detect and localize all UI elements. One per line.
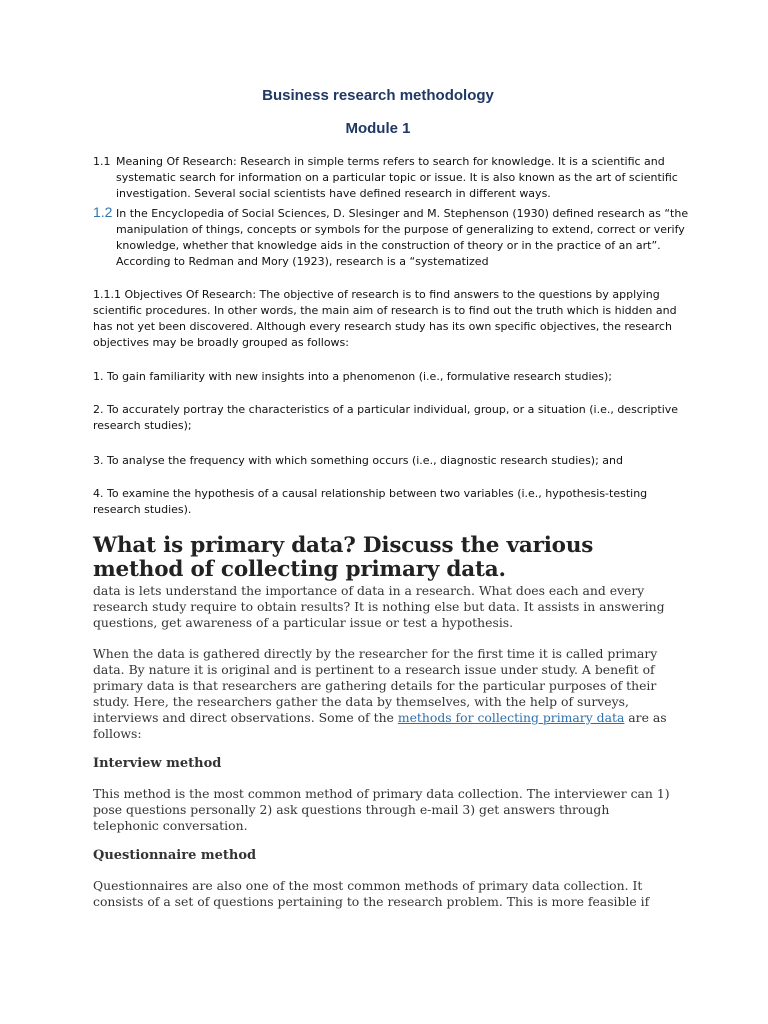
section-1-1: [93, 154, 706, 202]
section-1-1-1: 1.1.1 Objectives Of Research: The objective of research is to find answers to the questions by applying scientific procedures. In other words, the main aim of research is to find out the truth which is hidden and has not yet been discovered. Although every research study has its own specific objectives, the research objectives may be broadly grouped as follows:: [93, 288, 677, 349]
document-title: Business research methodology: [262, 87, 494, 104]
module-title: Module 1: [345, 120, 411, 137]
section-number: 1.1: [93, 155, 111, 168]
section-1-2: [93, 204, 706, 270]
section-text: Meaning Of Research: Research in simple terms refers to search for knowledge. It is a scientific and systematic search for information on a particular topic or issue. It is also known as the art of scientific investigation. Several social scientists have defined research in different ways.: [116, 155, 678, 200]
objective-item: 1. To gain familiarity with new insights into a phenomenon (i.e., formulative research studies);: [93, 370, 613, 383]
methods-link[interactable]: methods for collecting primary data: [397, 710, 625, 725]
questionnaire-method-text: Questionnaires are also one of the most common methods of primary data collection. It consists of a set of questions pertaining to the research problem. This is more feasible if: [93, 878, 650, 909]
primary-data-paragraph: [93, 646, 677, 742]
paragraph-text: When the data is gathered directly by the researcher for the first time it is called primary data. By nature it is original and is pertinent to a research issue under study. A benefit of primary data is that researchers are gathering details for the particular purposes of their study. Here, the researchers gather the data by themselves, with the help of surveys, interviews and direct observations. Some of the: [93, 646, 658, 725]
interview-method-heading: Interview method: [93, 756, 222, 771]
paragraph-text: are as follows:: [93, 710, 667, 741]
primary-data-intro: data is lets understand the importance of data in a research. What does each and every research study require to obtain results? It is nothing else but data. It assists in answering questions, get awareness of a particular issue or test a hypothesis.: [93, 583, 665, 630]
objective-item: 4. To examine the hypothesis of a causal relationship between two variables (i.e., hypothesis-testing research studies).: [93, 487, 648, 516]
section-number: 1.2: [93, 204, 113, 220]
objective-item: 3. To analyse the frequency with which something occurs (i.e., diagnostic research studies); and: [93, 454, 623, 467]
section-text: In the Encyclopedia of Social Sciences, D. Slesinger and M. Stephenson (1930) defined research as “the manipulation of things, concepts or symbols for the purpose of generalizing to extend, correct or verify knowledge, whether that knowledge aids in the construction of theory or in the practice of an art”. According to Redman and Mory (1923), research is a “systematized: [116, 207, 689, 268]
objective-item: 2. To accurately portray the characteristics of a particular individual, group, or a situation (i.e., descriptive research studies);: [93, 403, 679, 432]
questionnaire-method-heading: Questionnaire method: [93, 848, 257, 863]
interview-method-text: This method is the most common method of primary data collection. The interviewer can 1) pose questions personally 2) ask questions through e-mail 3) get answers through telephonic conversation.: [93, 786, 670, 833]
primary-data-heading: What is primary data? Discuss the various method of collecting primary data.: [93, 533, 594, 582]
